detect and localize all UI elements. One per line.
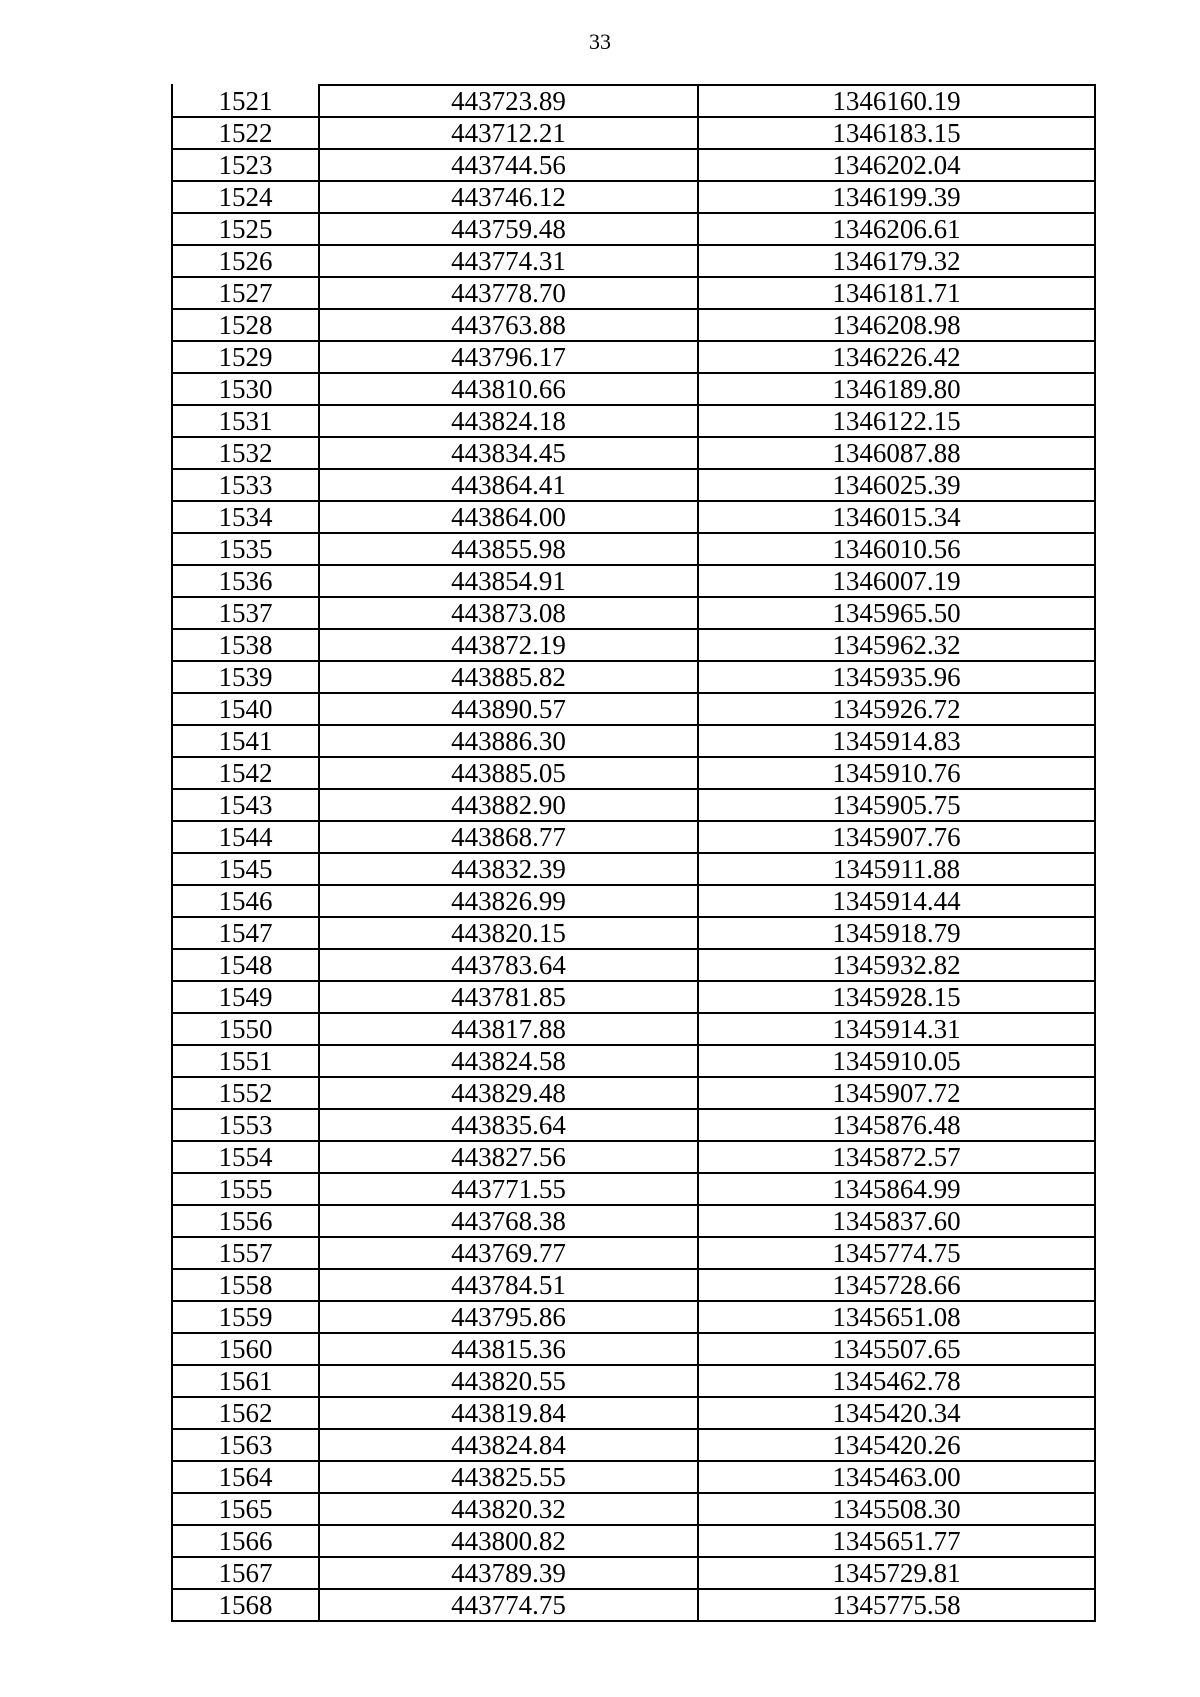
table-row (172, 821, 1095, 853)
y-coordinate-cell: 1345864.99 (698, 1173, 1095, 1205)
y-coordinate-cell: 1345508.30 (698, 1493, 1095, 1525)
y-coordinate-cell: 1345914.31 (698, 1013, 1095, 1045)
point-number-cell: 1554 (172, 1141, 319, 1173)
y-coordinate-cell: 1345905.75 (698, 789, 1095, 821)
table-row (172, 1429, 1095, 1461)
point-number-cell: 1566 (172, 1525, 319, 1557)
point-number-cell: 1541 (172, 725, 319, 757)
y-coordinate-cell: 1346025.39 (698, 469, 1095, 501)
point-number-cell: 1535 (172, 533, 319, 565)
y-coordinate-cell: 1345914.44 (698, 885, 1095, 917)
table-row (172, 1109, 1095, 1141)
x-coordinate-cell: 443783.64 (319, 949, 698, 981)
point-number-cell: 1540 (172, 693, 319, 725)
table-row (172, 277, 1095, 309)
x-coordinate-cell: 443759.48 (319, 213, 698, 245)
x-coordinate-cell: 443885.82 (319, 661, 698, 693)
table-row (172, 1461, 1095, 1493)
x-coordinate-cell: 443810.66 (319, 373, 698, 405)
x-coordinate-cell: 443872.19 (319, 629, 698, 661)
x-coordinate-cell: 443864.00 (319, 501, 698, 533)
table-row (172, 693, 1095, 725)
y-coordinate-cell: 1346007.19 (698, 565, 1095, 597)
x-coordinate-cell: 443824.84 (319, 1429, 698, 1461)
x-coordinate-cell: 443774.31 (319, 245, 698, 277)
table-row (172, 501, 1095, 533)
table-row (172, 1525, 1095, 1557)
table-row (172, 245, 1095, 277)
x-coordinate-cell: 443778.70 (319, 277, 698, 309)
x-coordinate-cell: 443825.55 (319, 1461, 698, 1493)
y-coordinate-cell: 1345876.48 (698, 1109, 1095, 1141)
x-coordinate-cell: 443854.91 (319, 565, 698, 597)
y-coordinate-cell: 1345872.57 (698, 1141, 1095, 1173)
y-coordinate-cell: 1345932.82 (698, 949, 1095, 981)
point-number-cell: 1548 (172, 949, 319, 981)
table-row (172, 117, 1095, 149)
table-row (172, 437, 1095, 469)
table-row (172, 1077, 1095, 1109)
y-coordinate-cell: 1345962.32 (698, 629, 1095, 661)
x-coordinate-cell: 443795.86 (319, 1301, 698, 1333)
point-number-cell: 1558 (172, 1269, 319, 1301)
table-row (172, 405, 1095, 437)
y-coordinate-cell: 1345420.26 (698, 1429, 1095, 1461)
point-number-cell: 1544 (172, 821, 319, 853)
y-coordinate-cell: 1345914.83 (698, 725, 1095, 757)
point-number-cell: 1549 (172, 981, 319, 1013)
table-row (172, 149, 1095, 181)
point-number-cell: 1532 (172, 437, 319, 469)
y-coordinate-cell: 1346183.15 (698, 117, 1095, 149)
coordinates-table-body (172, 85, 1095, 1621)
y-coordinate-cell: 1345928.15 (698, 981, 1095, 1013)
table-row (172, 917, 1095, 949)
point-number-cell: 1522 (172, 117, 319, 149)
x-coordinate-cell: 443744.56 (319, 149, 698, 181)
point-number-cell: 1524 (172, 181, 319, 213)
table-row (172, 1365, 1095, 1397)
y-coordinate-cell: 1345965.50 (698, 597, 1095, 629)
x-coordinate-cell: 443824.18 (319, 405, 698, 437)
y-coordinate-cell: 1346226.42 (698, 341, 1095, 373)
y-coordinate-cell: 1346015.34 (698, 501, 1095, 533)
x-coordinate-cell: 443890.57 (319, 693, 698, 725)
y-coordinate-cell: 1346181.71 (698, 277, 1095, 309)
x-coordinate-cell: 443763.88 (319, 309, 698, 341)
x-coordinate-cell: 443824.58 (319, 1045, 698, 1077)
table-row (172, 565, 1095, 597)
y-coordinate-cell: 1345507.65 (698, 1333, 1095, 1365)
point-number-cell: 1565 (172, 1493, 319, 1525)
y-coordinate-cell: 1346208.98 (698, 309, 1095, 341)
y-coordinate-cell: 1345935.96 (698, 661, 1095, 693)
y-coordinate-cell: 1345918.79 (698, 917, 1095, 949)
point-number-cell: 1528 (172, 309, 319, 341)
x-coordinate-cell: 443817.88 (319, 1013, 698, 1045)
y-coordinate-cell: 1346122.15 (698, 405, 1095, 437)
y-coordinate-cell: 1345907.76 (698, 821, 1095, 853)
table-row (172, 373, 1095, 405)
table-row (172, 981, 1095, 1013)
x-coordinate-cell: 443855.98 (319, 533, 698, 565)
point-number-cell: 1534 (172, 501, 319, 533)
point-number-cell: 1530 (172, 373, 319, 405)
table-row (172, 757, 1095, 789)
table-row (172, 1589, 1095, 1621)
x-coordinate-cell: 443827.56 (319, 1141, 698, 1173)
x-coordinate-cell: 443826.99 (319, 885, 698, 917)
y-coordinate-cell: 1345463.00 (698, 1461, 1095, 1493)
point-number-cell: 1557 (172, 1237, 319, 1269)
x-coordinate-cell: 443885.05 (319, 757, 698, 789)
table-row (172, 1269, 1095, 1301)
y-coordinate-cell: 1345926.72 (698, 693, 1095, 725)
table-row (172, 213, 1095, 245)
x-coordinate-cell: 443781.85 (319, 981, 698, 1013)
table-row (172, 789, 1095, 821)
point-number-cell: 1550 (172, 1013, 319, 1045)
y-coordinate-cell: 1345728.66 (698, 1269, 1095, 1301)
y-coordinate-cell: 1346206.61 (698, 213, 1095, 245)
y-coordinate-cell: 1345907.72 (698, 1077, 1095, 1109)
y-coordinate-cell: 1345729.81 (698, 1557, 1095, 1589)
point-number-cell: 1568 (172, 1589, 319, 1621)
x-coordinate-cell: 443815.36 (319, 1333, 698, 1365)
point-number-cell: 1543 (172, 789, 319, 821)
y-coordinate-cell: 1345774.75 (698, 1237, 1095, 1269)
point-number-cell: 1523 (172, 149, 319, 181)
table-row (172, 1045, 1095, 1077)
table-row (172, 85, 1095, 117)
point-number-cell: 1537 (172, 597, 319, 629)
table-row (172, 1301, 1095, 1333)
x-coordinate-cell: 443769.77 (319, 1237, 698, 1269)
point-number-cell: 1539 (172, 661, 319, 693)
point-number-cell: 1536 (172, 565, 319, 597)
point-number-cell: 1531 (172, 405, 319, 437)
point-number-cell: 1555 (172, 1173, 319, 1205)
y-coordinate-cell: 1345910.76 (698, 757, 1095, 789)
point-number-cell: 1567 (172, 1557, 319, 1589)
x-coordinate-cell: 443746.12 (319, 181, 698, 213)
point-number-cell: 1552 (172, 1077, 319, 1109)
x-coordinate-cell: 443835.64 (319, 1109, 698, 1141)
point-number-cell: 1546 (172, 885, 319, 917)
table-row (172, 469, 1095, 501)
point-number-cell: 1527 (172, 277, 319, 309)
point-number-cell: 1521 (172, 85, 319, 117)
x-coordinate-cell: 443771.55 (319, 1173, 698, 1205)
point-number-cell: 1551 (172, 1045, 319, 1077)
y-coordinate-cell: 1346010.56 (698, 533, 1095, 565)
x-coordinate-cell: 443868.77 (319, 821, 698, 853)
table-row (172, 885, 1095, 917)
point-number-cell: 1526 (172, 245, 319, 277)
x-coordinate-cell: 443886.30 (319, 725, 698, 757)
x-coordinate-cell: 443864.41 (319, 469, 698, 501)
y-coordinate-cell: 1346179.32 (698, 245, 1095, 277)
point-number-cell: 1538 (172, 629, 319, 661)
point-number-cell: 1542 (172, 757, 319, 789)
x-coordinate-cell: 443820.32 (319, 1493, 698, 1525)
point-number-cell: 1525 (172, 213, 319, 245)
y-coordinate-cell: 1345910.05 (698, 1045, 1095, 1077)
x-coordinate-cell: 443882.90 (319, 789, 698, 821)
point-number-cell: 1529 (172, 341, 319, 373)
x-coordinate-cell: 443712.21 (319, 117, 698, 149)
table-row (172, 853, 1095, 885)
table-row (172, 949, 1095, 981)
point-number-cell: 1533 (172, 469, 319, 501)
table-row (172, 1173, 1095, 1205)
y-coordinate-cell: 1346189.80 (698, 373, 1095, 405)
table-row (172, 1397, 1095, 1429)
point-number-cell: 1562 (172, 1397, 319, 1429)
x-coordinate-cell: 443820.55 (319, 1365, 698, 1397)
table-row (172, 1013, 1095, 1045)
x-coordinate-cell: 443789.39 (319, 1557, 698, 1589)
table-row (172, 661, 1095, 693)
x-coordinate-cell: 443796.17 (319, 341, 698, 373)
table-row (172, 1141, 1095, 1173)
table-row (172, 597, 1095, 629)
x-coordinate-cell: 443784.51 (319, 1269, 698, 1301)
point-number-cell: 1559 (172, 1301, 319, 1333)
x-coordinate-cell: 443873.08 (319, 597, 698, 629)
point-number-cell: 1545 (172, 853, 319, 885)
table-row (172, 1493, 1095, 1525)
y-coordinate-cell: 1346199.39 (698, 181, 1095, 213)
table-row (172, 181, 1095, 213)
table-row (172, 533, 1095, 565)
table-row (172, 1557, 1095, 1589)
y-coordinate-cell: 1346087.88 (698, 437, 1095, 469)
x-coordinate-cell: 443820.15 (319, 917, 698, 949)
y-coordinate-cell: 1345911.88 (698, 853, 1095, 885)
table-row (172, 629, 1095, 661)
x-coordinate-cell: 443768.38 (319, 1205, 698, 1237)
x-coordinate-cell: 443774.75 (319, 1589, 698, 1621)
y-coordinate-cell: 1345420.34 (698, 1397, 1095, 1429)
y-coordinate-cell: 1345837.60 (698, 1205, 1095, 1237)
point-number-cell: 1560 (172, 1333, 319, 1365)
x-coordinate-cell: 443723.89 (319, 85, 698, 117)
table-row (172, 341, 1095, 373)
y-coordinate-cell: 1345651.08 (698, 1301, 1095, 1333)
table-row (172, 1333, 1095, 1365)
table-row (172, 725, 1095, 757)
x-coordinate-cell: 443800.82 (319, 1525, 698, 1557)
y-coordinate-cell: 1345462.78 (698, 1365, 1095, 1397)
y-coordinate-cell: 1346160.19 (698, 85, 1095, 117)
y-coordinate-cell: 1345775.58 (698, 1589, 1095, 1621)
point-number-cell: 1563 (172, 1429, 319, 1461)
point-number-cell: 1547 (172, 917, 319, 949)
page-number: 33 (589, 29, 611, 54)
x-coordinate-cell: 443832.39 (319, 853, 698, 885)
y-coordinate-cell: 1346202.04 (698, 149, 1095, 181)
point-number-cell: 1556 (172, 1205, 319, 1237)
point-number-cell: 1564 (172, 1461, 319, 1493)
table-row (172, 1205, 1095, 1237)
point-number-cell: 1561 (172, 1365, 319, 1397)
x-coordinate-cell: 443829.48 (319, 1077, 698, 1109)
coordinates-table (171, 84, 1096, 1622)
x-coordinate-cell: 443819.84 (319, 1397, 698, 1429)
table-row (172, 1237, 1095, 1269)
point-number-cell: 1553 (172, 1109, 319, 1141)
x-coordinate-cell: 443834.45 (319, 437, 698, 469)
y-coordinate-cell: 1345651.77 (698, 1525, 1095, 1557)
table-row (172, 309, 1095, 341)
